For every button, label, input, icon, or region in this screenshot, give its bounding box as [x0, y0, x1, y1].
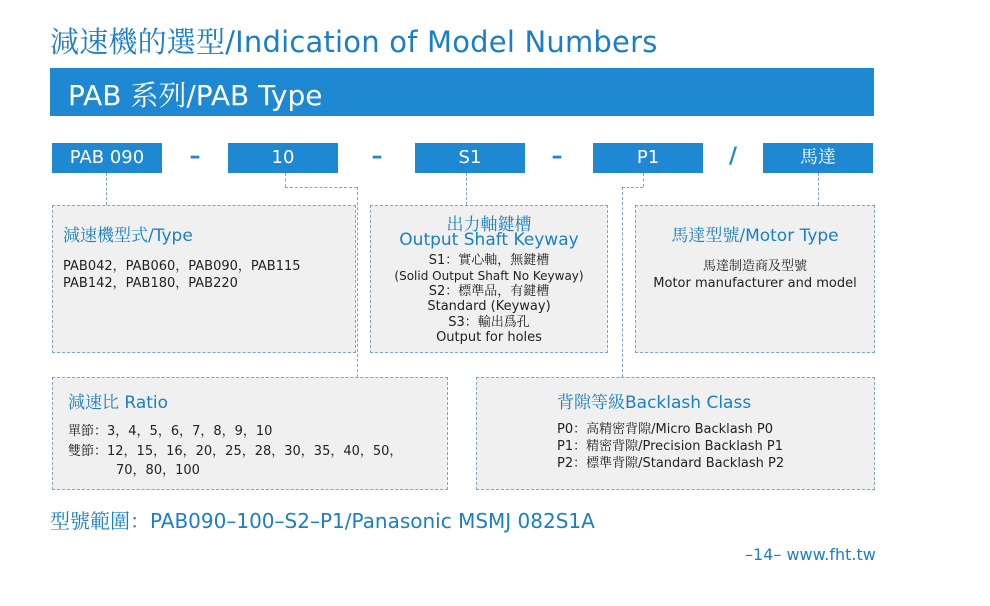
shaft-panel-line: Output for holes — [436, 330, 542, 345]
backlash-panel-title: 背隙等級Backlash Class — [557, 393, 752, 413]
connector-line — [643, 173, 644, 187]
type-panel-line: PAB142，PAB180，PAB220 — [63, 276, 238, 291]
code-separator: / — [728, 144, 738, 169]
shaft-panel-line: S3：輸出爲孔 — [448, 315, 530, 330]
shaft-panel-line: (Solid Output Shaft No Keyway) — [394, 269, 584, 283]
backlash-line: P2：標準背隙/Standard Backlash P2 — [557, 456, 785, 471]
ratio-single-stage: 單節：3，4，5，6，7，8，9，10 — [68, 424, 273, 439]
motor-panel — [635, 205, 875, 353]
ratio-panel — [52, 377, 448, 490]
motor-panel-title: 馬達型號/Motor Type — [671, 226, 839, 246]
connector-line — [818, 173, 819, 205]
code-shaft-box: S1 — [415, 143, 525, 173]
page-footer: –14– www.fht.tw — [745, 545, 876, 564]
type-panel-line: PAB042，PAB060，PAB090，PAB115 — [63, 259, 301, 274]
type-panel-title: 減速機型式/Type — [63, 226, 193, 246]
code-backlash-box: P1 — [593, 143, 703, 173]
code-ratio-box: 10 — [228, 143, 338, 173]
code-separator: – — [189, 144, 201, 169]
motor-panel-line: 馬達制造商及型號 — [702, 259, 807, 274]
shaft-panel — [370, 205, 608, 353]
connector-line — [285, 187, 357, 188]
type-panel — [52, 205, 356, 353]
shaft-panel-title-en: Output Shaft Keyway — [399, 230, 579, 250]
model-example: 型號範圍：PAB090–100–S2–P1/Panasonic MSMJ 082S1A — [50, 509, 595, 533]
connector-line — [466, 173, 467, 205]
series-banner-title: PAB 系列/PAB Type — [68, 79, 323, 112]
backlash-line: P0：高精密背隙/Micro Backlash P0 — [557, 422, 774, 437]
ratio-double-stage-cont: 70，80，100 — [116, 463, 200, 478]
code-separator: – — [551, 144, 563, 169]
motor-panel-line: Motor manufacturer and model — [653, 276, 857, 291]
connector-line — [106, 173, 107, 205]
code-model-box: PAB 090 — [52, 143, 162, 173]
backlash-line: P1：精密背隙/Precision Backlash P1 — [557, 439, 784, 454]
ratio-panel-title: 減速比 Ratio — [68, 393, 169, 413]
connector-line — [285, 173, 286, 187]
shaft-panel-line: Standard (Keyway) — [427, 299, 551, 314]
connector-line — [622, 187, 623, 377]
ratio-double-stage: 雙節：12，15，16，20，25，28，30，35，40，50， — [68, 444, 403, 459]
shaft-panel-title-zh: 出力軸鍵槽 — [446, 215, 532, 235]
series-banner — [50, 68, 874, 116]
shaft-panel-line: S2：標準品，有鍵槽 — [428, 284, 550, 299]
backlash-panel — [476, 377, 875, 490]
shaft-panel-line: S1：實心軸，無鍵槽 — [428, 253, 550, 268]
page-heading: 減速機的選型/Indication of Model Numbers — [50, 25, 658, 59]
connector-line — [622, 187, 643, 188]
code-motor-box: 馬達 — [763, 143, 873, 173]
code-separator: – — [371, 144, 383, 169]
connector-line — [357, 187, 358, 377]
